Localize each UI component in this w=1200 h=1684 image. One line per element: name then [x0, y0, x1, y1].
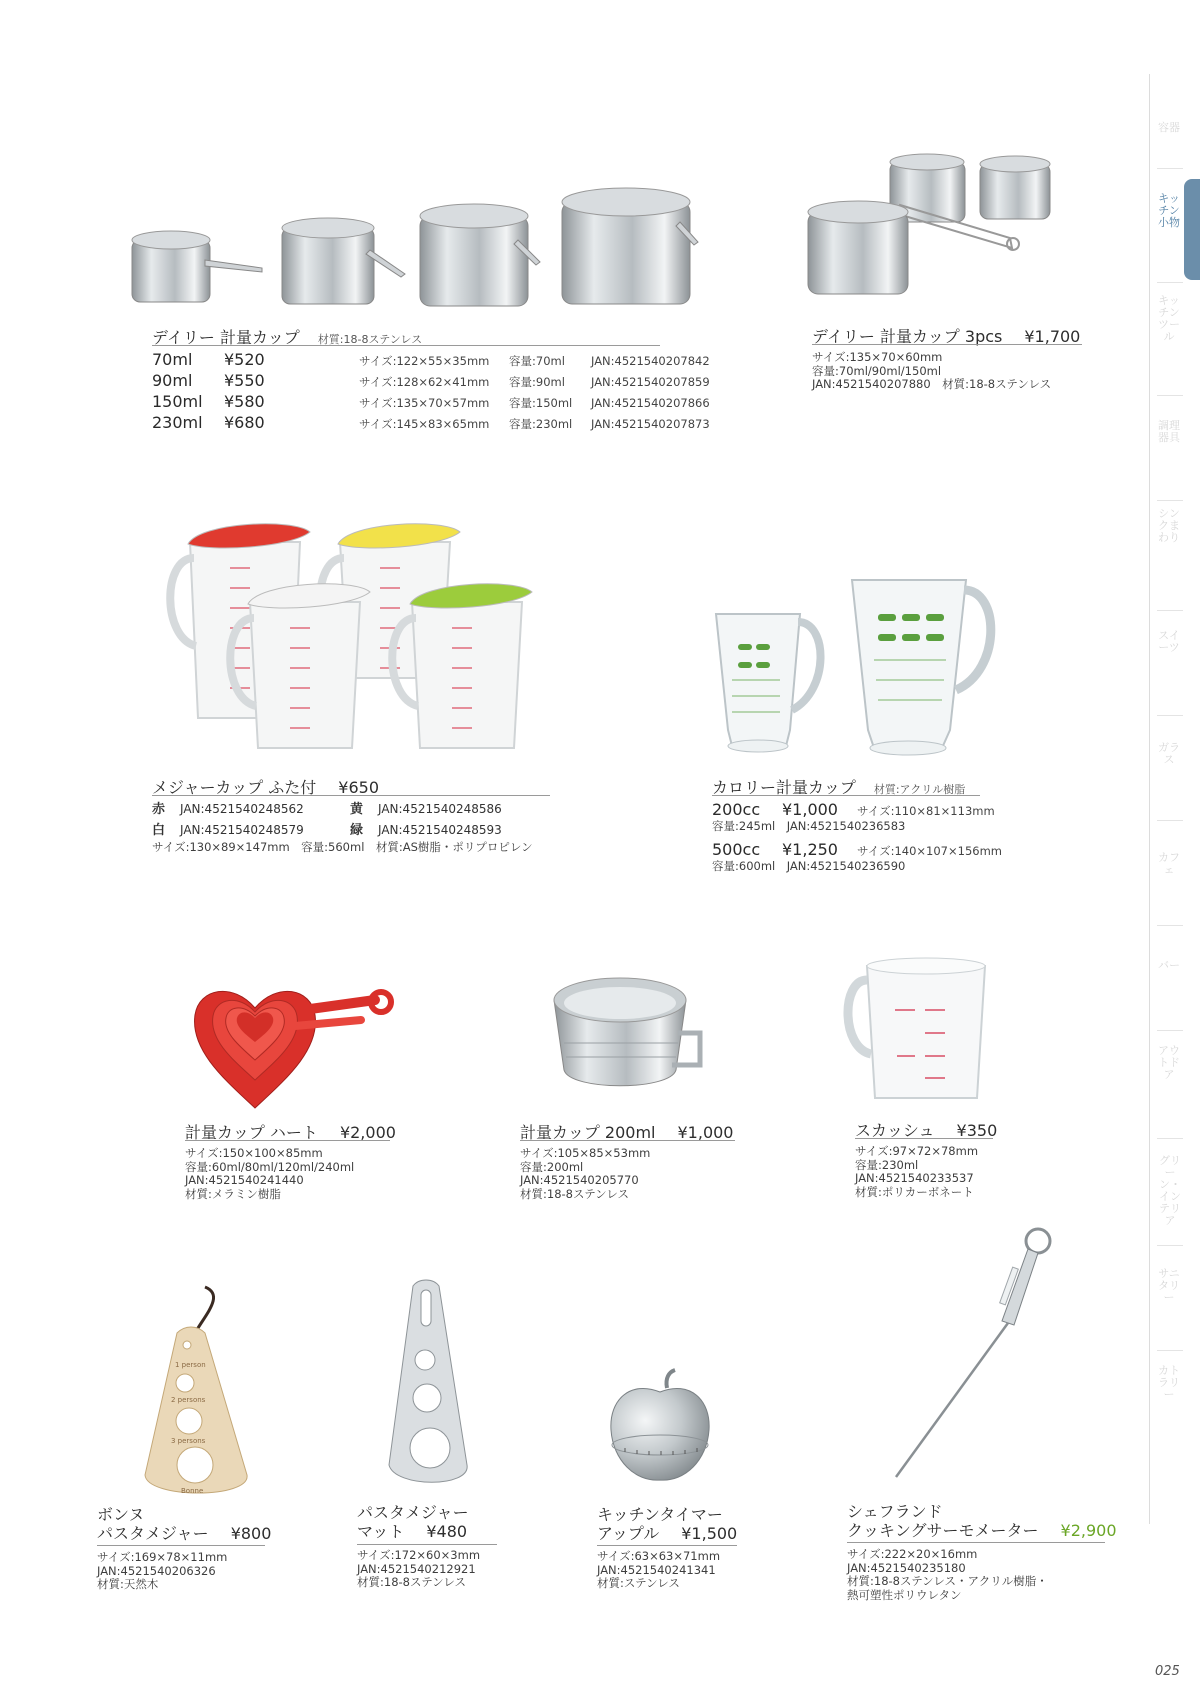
calorie-variant-row — [712, 800, 1002, 820]
page-number: 025 — [1155, 1664, 1180, 1679]
divider — [520, 1140, 735, 1141]
cup-70ml — [132, 231, 262, 302]
spec-line: サイズ:150×100×85mm — [185, 1146, 323, 1160]
pasta-mat-name-1: パスタメジャー — [357, 1503, 469, 1522]
variant-size: 230ml — [152, 413, 203, 432]
color-label: 緑 — [350, 823, 364, 838]
variant-price: ¥680 — [224, 413, 265, 432]
sidebar-item-outdoor[interactable]: アウトドア — [1158, 1044, 1180, 1081]
sidebar-item-bar[interactable]: バー — [1158, 959, 1180, 972]
timer-price: ¥1,500 — [681, 1524, 738, 1543]
timer-image — [605, 1368, 715, 1488]
scassh-specs — [855, 1145, 978, 1199]
spec-line: サイズ:105×85×53mm — [520, 1146, 651, 1160]
spec-line: 材質:18-8ステンレス — [520, 1186, 630, 1201]
daily-set-specs — [812, 351, 1051, 392]
sidebar-item-cafe[interactable]: カフェ — [1158, 851, 1180, 876]
variant-price: ¥580 — [224, 392, 265, 411]
sidebar-separator — [1157, 1030, 1183, 1031]
variant-dims: サイズ:122×55×35mm — [359, 354, 490, 368]
bonne-specs — [97, 1551, 227, 1592]
sidebar-separator — [1157, 500, 1183, 501]
divider — [855, 1138, 993, 1139]
divider — [812, 344, 1082, 345]
variant-detail: 容量:245ml JAN:4521540236583 — [712, 819, 906, 833]
color-jan: JAN:4521540248579 — [180, 823, 304, 837]
variant-size: 70ml — [152, 350, 193, 369]
variant-price: ¥1,250 — [782, 839, 838, 859]
variant-capacity: 容量:90ml — [509, 375, 565, 389]
sidebar-item-sink[interactable]: シンクまわり — [1158, 507, 1180, 544]
engraving-2-persons: 2 persons — [171, 1396, 206, 1404]
thermo-specs — [847, 1548, 1048, 1602]
calorie-cup-500 — [852, 580, 991, 755]
pasta-mat-image — [375, 1280, 485, 1490]
measure-cup-color-table — [152, 799, 502, 841]
divider — [357, 1544, 497, 1545]
sidebar-separator — [1157, 1138, 1183, 1139]
daily-set-price: ¥1,700 — [1024, 327, 1081, 346]
sidebar-divider — [1149, 74, 1150, 1524]
heart-cup-name: 計量カップ ハート — [185, 1123, 318, 1142]
spec-line: 熱可塑性ポリウレタン — [847, 1587, 962, 1602]
variant-price: ¥1,000 — [782, 800, 838, 819]
cup-200-price: ¥1,000 — [677, 1123, 734, 1142]
sidebar-item-kitchen-komono[interactable]: キッチン小物 — [1158, 192, 1180, 229]
daily-set-image — [800, 150, 1080, 310]
heart-cup-image — [185, 980, 415, 1110]
variant-size: 150ml — [152, 392, 203, 411]
calorie-cup-image — [710, 570, 1000, 770]
color-row — [152, 820, 502, 841]
variant-dims: サイズ:135×70×57mm — [359, 396, 490, 410]
scassh-name: スカッシュ — [855, 1121, 935, 1140]
divider — [97, 1545, 265, 1546]
sidebar-active-tab — [1184, 179, 1200, 280]
calorie-variant-row — [712, 840, 1002, 860]
heart-cup-handles — [295, 992, 391, 1026]
cup-230ml — [562, 188, 698, 304]
sidebar-separator — [1157, 925, 1183, 926]
engraving-3-persons: 3 persons — [171, 1437, 206, 1445]
bonne-name-2: パスタメジャー — [97, 1524, 209, 1543]
variant-capacity: 容量:70ml — [509, 354, 565, 368]
calorie-cup-200 — [716, 614, 821, 752]
spec-line: 材質:ポリカーボネート — [855, 1184, 974, 1199]
spec-line: JAN:4521540207880 材質:18-8ステンレス — [812, 377, 1052, 391]
sidebar-item-cutlery[interactable]: カトラリー — [1158, 1364, 1180, 1401]
spec-line: JAN:4521540241341 — [597, 1562, 716, 1577]
thermometer-image — [888, 1225, 1068, 1485]
daily-cup-variant-row — [152, 371, 710, 392]
sidebar-item-chori-kigu[interactable]: 調理器具 — [1158, 419, 1180, 444]
spec-line: サイズ:63×63×71mm — [597, 1549, 721, 1563]
variant-capacity: 容量:230ml — [509, 417, 573, 431]
spec-line: 材質:ステンレス — [597, 1576, 680, 1590]
divider — [847, 1542, 1105, 1543]
variant-dims: サイズ:145×83×65mm — [359, 417, 490, 431]
variant-price: ¥550 — [224, 371, 265, 390]
variant-capacity: 容量:150ml — [509, 396, 573, 410]
daily-cup-variant-row — [152, 350, 710, 371]
color-jan: JAN:4521540248562 — [180, 802, 304, 816]
daily-cup-variant-list — [152, 350, 710, 434]
spec-line: JAN:4521540205770 — [520, 1173, 639, 1187]
pasta-mat-title — [357, 1503, 469, 1541]
variant-jan: JAN:4521540207866 — [591, 396, 710, 410]
divider — [185, 1140, 390, 1141]
variant-size: 500cc — [712, 839, 761, 859]
daily-cup-variant-row — [152, 413, 710, 434]
sidebar-separator — [1157, 282, 1183, 283]
thermo-title — [847, 1502, 1117, 1540]
daily-set-name: デイリー 計量カップ 3pcs — [812, 327, 1003, 346]
sidebar-item-yoki[interactable]: 容器 — [1158, 121, 1180, 134]
heart-cup-price: ¥2,000 — [339, 1123, 396, 1142]
daily-cup-material: 材質:18-8ステンレス — [317, 333, 423, 346]
variant-jan: JAN:4521540207859 — [591, 375, 710, 389]
sidebar-item-green-interior[interactable]: グリーン・インテリア — [1159, 1154, 1181, 1227]
timer-specs — [597, 1550, 720, 1591]
sidebar-separator — [1157, 1350, 1183, 1351]
spec-line: 材質:天然木 — [97, 1577, 159, 1591]
timer-title — [597, 1505, 737, 1543]
pasta-mat-specs — [357, 1549, 480, 1590]
color-label: 赤 — [152, 802, 166, 817]
spec-line: 材質:18-8ステンレス・アクリル樹脂・ — [847, 1574, 1048, 1588]
color-label: 白 — [152, 823, 166, 838]
variant-detail: 容量:600ml JAN:4521540236590 — [712, 858, 906, 873]
pasta-mat-price: ¥480 — [426, 1522, 468, 1541]
spec-line: JAN:4521540241440 — [185, 1173, 304, 1187]
spec-line: 容量:60ml/80ml/120ml/240ml — [185, 1159, 355, 1174]
color-label: 黄 — [350, 802, 364, 817]
measure-cup-name: メジャーカップ ふた付 — [152, 778, 317, 797]
cup-150ml — [420, 204, 540, 306]
variant-jan: JAN:4521540207873 — [591, 417, 710, 431]
thermo-name-2: クッキングサーモメーター — [847, 1521, 1039, 1540]
bonne-image — [135, 1285, 255, 1510]
color-jan: JAN:4521540248593 — [378, 823, 502, 837]
spec-line: 材質:メラミン樹脂 — [185, 1186, 281, 1201]
measure-cup-image — [150, 510, 550, 760]
divider — [712, 795, 980, 796]
divider — [597, 1545, 737, 1546]
sidebar-item-kitchen-tool[interactable]: キッチンツール — [1158, 294, 1180, 343]
cup-90ml — [282, 218, 405, 304]
sidebar-separator — [1157, 820, 1183, 821]
spec-line: JAN:4521540233537 — [855, 1171, 974, 1185]
spec-line: 容量:200ml — [520, 1159, 584, 1174]
variant-size: 90ml — [152, 371, 193, 390]
thermo-name-1: シェフランド — [847, 1502, 943, 1521]
spec-line: JAN:4521540206326 — [97, 1563, 216, 1578]
color-jan: JAN:4521540248586 — [378, 802, 502, 816]
measure-cup-spec: サイズ:130×89×147mm 容量:560ml 材質:AS樹脂・ポリプロピレン — [152, 840, 533, 854]
spec-line: サイズ:222×20×16mm — [847, 1547, 978, 1561]
measure-cup-price: ¥650 — [338, 778, 380, 797]
timer-name-2: アップル — [597, 1524, 660, 1543]
variant-dims: サイズ:140×107×156mm — [857, 843, 1002, 858]
spec-line: サイズ:135×70×60mm — [812, 350, 943, 364]
daily-cup-image — [120, 190, 820, 320]
sidebar-separator — [1157, 1245, 1183, 1246]
cup-200-specs — [520, 1147, 650, 1201]
scassh-image — [845, 958, 1005, 1108]
sidebar-item-sweets[interactable]: スイーツ — [1158, 629, 1180, 654]
spec-line: 容量:70ml/90ml/150ml — [812, 363, 942, 378]
heart-cup-specs — [185, 1147, 354, 1201]
variant-jan: JAN:4521540207842 — [591, 354, 710, 368]
variant-dims: サイズ:110×81×113mm — [857, 804, 995, 818]
spec-line: JAN:4521540235180 — [847, 1560, 966, 1575]
engraving-1-person: 1 person — [175, 1361, 206, 1369]
bonne-name-1: ボンヌ — [97, 1505, 145, 1524]
heart-cups — [195, 991, 316, 1108]
thermo-price: ¥2,900 — [1060, 1521, 1117, 1540]
sidebar-separator — [1157, 715, 1183, 716]
spec-line: サイズ:97×72×78mm — [855, 1144, 979, 1158]
sidebar-separator — [1157, 610, 1183, 611]
spec-line: サイズ:169×78×11mm — [97, 1550, 228, 1564]
cup-200-image — [550, 975, 720, 1105]
bonne-price: ¥800 — [230, 1524, 272, 1543]
daily-cup-name: デイリー 計量カップ — [152, 328, 300, 347]
sidebar-item-glass[interactable]: ガラス — [1158, 741, 1180, 766]
calorie-cup-variant-list — [712, 800, 1002, 873]
divider — [152, 795, 550, 796]
engraving-brand: Bonne — [181, 1487, 204, 1495]
spec-line: 材質:18-8ステンレス — [357, 1575, 467, 1589]
sidebar-item-sanitary[interactable]: サニタリー — [1158, 1267, 1180, 1304]
cup-200-name: 計量カップ 200ml — [520, 1123, 656, 1142]
calorie-cup-name: カロリー計量カップ — [712, 778, 856, 797]
sidebar-separator — [1157, 168, 1183, 169]
calorie-cup-material: 材質:アクリル樹脂 — [873, 783, 966, 796]
bonne-title — [97, 1505, 271, 1543]
pasta-mat-name-2: マット — [357, 1522, 405, 1541]
spec-line: サイズ:172×60×3mm — [357, 1548, 481, 1562]
sidebar-separator — [1157, 395, 1183, 396]
divider — [152, 345, 660, 346]
scassh-price: ¥350 — [956, 1121, 998, 1140]
variant-dims: サイズ:128×62×41mm — [359, 375, 490, 389]
color-row — [152, 799, 502, 820]
variant-price: ¥520 — [224, 350, 265, 369]
spec-line: 容量:230ml — [855, 1157, 919, 1172]
variant-size: 200cc — [712, 800, 761, 819]
timer-name-1: キッチンタイマー — [597, 1505, 723, 1524]
spec-line: JAN:4521540212921 — [357, 1561, 476, 1576]
daily-cup-variant-row — [152, 392, 710, 413]
